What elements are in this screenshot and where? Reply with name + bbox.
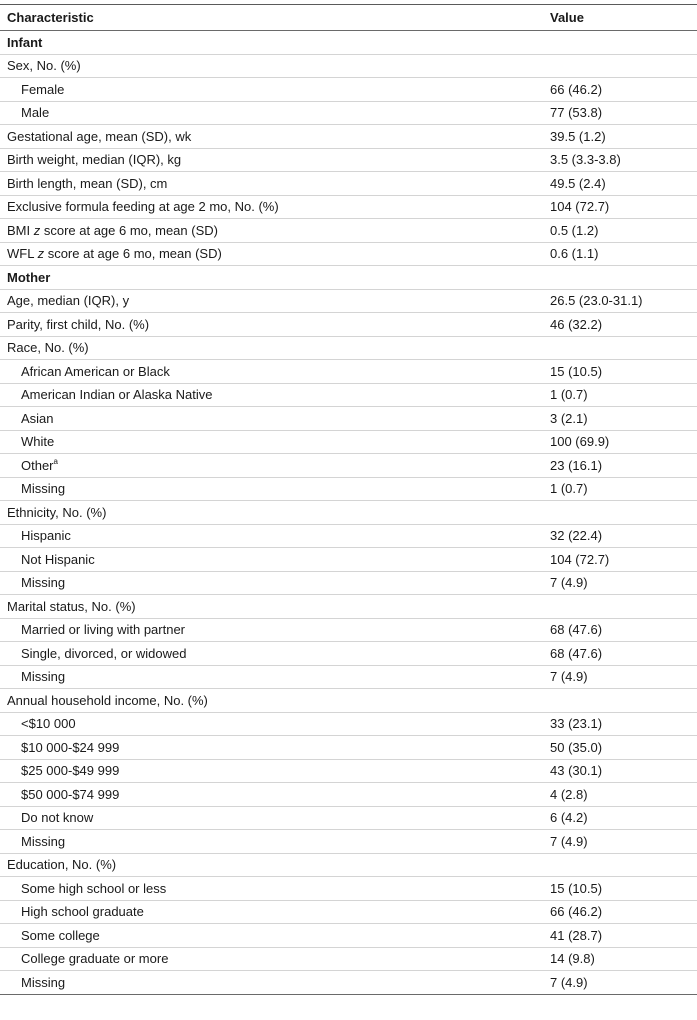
characteristic-cell — [0, 810, 550, 825]
label-text: Missing — [21, 481, 66, 497]
characteristic-cell — [0, 35, 550, 50]
category-row — [0, 595, 697, 619]
characteristic-cell — [0, 763, 550, 778]
label-text: WFL — [7, 246, 38, 262]
label-text: Some high school or less — [21, 880, 167, 896]
value-cell: 1 (0.7) — [550, 481, 588, 497]
table-row — [0, 384, 697, 408]
characteristic-cell — [0, 622, 550, 637]
label-text: Birth weight, median (IQR), kg — [7, 152, 182, 168]
category-row — [0, 149, 697, 173]
value-cell: 68 (47.6) — [550, 645, 603, 661]
characteristic-cell — [0, 928, 550, 943]
category-row — [0, 854, 697, 878]
label-text: Hispanic — [21, 528, 71, 544]
table-row — [0, 830, 697, 854]
characteristic-cell — [0, 387, 550, 402]
table-row — [0, 525, 697, 549]
characteristic-cell — [0, 834, 550, 849]
value-cell: 104 (72.7) — [550, 551, 610, 567]
table-row — [0, 478, 697, 502]
value-cell: 77 (53.8) — [550, 105, 603, 121]
label-text: White — [21, 434, 55, 450]
characteristic-cell — [0, 716, 550, 731]
table-row — [0, 807, 697, 831]
label-text: Age, median (IQR), y — [7, 293, 130, 309]
value-cell: 50 (35.0) — [550, 739, 603, 755]
table-row — [0, 642, 697, 666]
characteristic-cell — [0, 434, 550, 449]
label-text: American Indian or Alaska Native — [21, 387, 213, 403]
label-text: Other — [21, 457, 54, 473]
characteristics-table — [0, 4, 697, 995]
label-text: $10 000-$24 999 — [21, 739, 120, 755]
value-cell: 0.6 (1.1) — [550, 246, 599, 262]
characteristic-cell — [0, 505, 550, 520]
header-value: Value — [550, 10, 584, 25]
table-row — [0, 924, 697, 948]
label-text: Marital status, No. (%) — [7, 598, 136, 614]
label-text: Exclusive formula feeding at age 2 mo, No. (%) — [7, 199, 279, 215]
table-row — [0, 783, 697, 807]
characteristic-cell — [0, 105, 550, 120]
category-row — [0, 337, 697, 361]
value-cell: 66 (46.2) — [550, 904, 603, 920]
category-row — [0, 243, 697, 267]
label-text: African American or Black — [21, 363, 170, 379]
value-cell: 43 (30.1) — [550, 763, 603, 779]
label-text: BMI — [7, 222, 34, 238]
table-row — [0, 78, 697, 102]
value-cell: 7 (4.9) — [550, 974, 588, 990]
label-text: College graduate or more — [21, 951, 169, 967]
label-text: $50 000-$74 999 — [21, 786, 120, 802]
table-row — [0, 407, 697, 431]
label-text: Missing — [21, 669, 66, 685]
characteristic-cell — [0, 364, 550, 379]
value-cell: 0.5 (1.2) — [550, 222, 599, 238]
table-row — [0, 877, 697, 901]
characteristic-cell — [0, 458, 550, 473]
label-text: Annual household income, No. (%) — [7, 692, 208, 708]
label-text: Gestational age, mean (SD), wk — [7, 128, 192, 144]
label-italic: z — [33, 222, 41, 238]
category-row — [0, 219, 697, 243]
characteristic-cell — [0, 599, 550, 614]
label-text: Male — [21, 105, 50, 121]
label-text: score at age 6 mo, mean (SD) — [44, 246, 222, 262]
table-row — [0, 901, 697, 925]
label-text: Single, divorced, or widowed — [21, 645, 187, 661]
table-row — [0, 736, 697, 760]
table-row — [0, 360, 697, 384]
characteristic-cell — [0, 740, 550, 755]
characteristic-cell — [0, 881, 550, 896]
category-row — [0, 290, 697, 314]
label-text: <$10 000 — [21, 716, 76, 732]
table-row — [0, 572, 697, 596]
table-body — [0, 31, 697, 995]
label-italic: z — [37, 246, 45, 262]
category-row — [0, 313, 697, 337]
characteristic-cell — [0, 199, 550, 214]
section-row — [0, 266, 697, 290]
characteristic-cell — [0, 176, 550, 191]
label-text: Missing — [21, 974, 66, 990]
label-text: Not Hispanic — [21, 551, 95, 567]
label-text: Married or living with partner — [21, 622, 186, 638]
table-row — [0, 971, 697, 995]
label-text: Missing — [21, 833, 66, 849]
characteristic-cell — [0, 857, 550, 872]
characteristic-cell — [0, 246, 550, 261]
table-row — [0, 713, 697, 737]
characteristic-cell — [0, 270, 550, 285]
value-cell: 14 (9.8) — [550, 951, 595, 967]
value-cell: 7 (4.9) — [550, 669, 588, 685]
category-row — [0, 501, 697, 525]
characteristic-cell — [0, 152, 550, 167]
label-text: Sex, No. (%) — [7, 58, 81, 74]
label-text: Asian — [21, 410, 54, 426]
label-text: Do not know — [21, 810, 94, 826]
value-cell: 1 (0.7) — [550, 387, 588, 403]
label-text: Female — [21, 81, 65, 97]
value-cell: 32 (22.4) — [550, 528, 603, 544]
label-text: Education, No. (%) — [7, 857, 117, 873]
characteristic-cell — [0, 340, 550, 355]
category-row — [0, 55, 697, 79]
value-cell: 104 (72.7) — [550, 199, 610, 215]
value-cell: 46 (32.2) — [550, 316, 603, 332]
label-text: Ethnicity, No. (%) — [7, 504, 107, 520]
characteristic-cell — [0, 293, 550, 308]
value-cell: 3.5 (3.3-3.8) — [550, 152, 621, 168]
label-text: Infant — [7, 34, 43, 50]
characteristic-cell — [0, 129, 550, 144]
value-cell: 33 (23.1) — [550, 716, 603, 732]
label-text: Missing — [21, 575, 66, 591]
value-cell: 7 (4.9) — [550, 575, 588, 591]
category-row — [0, 196, 697, 220]
table-row — [0, 102, 697, 126]
footnote-marker: a — [53, 456, 58, 466]
table-row — [0, 760, 697, 784]
value-cell: 100 (69.9) — [550, 434, 610, 450]
table-row — [0, 548, 697, 572]
characteristic-cell — [0, 552, 550, 567]
characteristic-cell — [0, 223, 550, 238]
label-text: score at age 6 mo, mean (SD) — [40, 222, 218, 238]
characteristic-cell — [0, 951, 550, 966]
characteristic-cell — [0, 575, 550, 590]
characteristic-cell — [0, 646, 550, 661]
value-cell: 6 (4.2) — [550, 810, 588, 826]
value-cell: 41 (28.7) — [550, 927, 603, 943]
characteristic-cell — [0, 693, 550, 708]
label-text: High school graduate — [21, 904, 144, 920]
value-cell: 68 (47.6) — [550, 622, 603, 638]
characteristic-cell — [0, 481, 550, 496]
section-row — [0, 31, 697, 55]
characteristic-cell — [0, 317, 550, 332]
table-row — [0, 666, 697, 690]
label-text: Birth length, mean (SD), cm — [7, 175, 168, 191]
value-cell: 66 (46.2) — [550, 81, 603, 97]
table-header — [0, 5, 697, 31]
table-row — [0, 431, 697, 455]
label-text: Some college — [21, 927, 100, 943]
value-cell: 15 (10.5) — [550, 363, 603, 379]
value-cell: 15 (10.5) — [550, 880, 603, 896]
characteristic-cell — [0, 669, 550, 684]
characteristic-cell — [0, 82, 550, 97]
characteristic-cell — [0, 787, 550, 802]
value-cell: 4 (2.8) — [550, 786, 588, 802]
characteristic-cell — [0, 58, 550, 73]
characteristic-cell — [0, 975, 550, 990]
header-characteristic: Characteristic — [7, 10, 94, 25]
value-cell: 26.5 (23.0-31.1) — [550, 293, 643, 309]
category-row — [0, 125, 697, 149]
table-row — [0, 619, 697, 643]
table-row — [0, 454, 697, 478]
label-text: Mother — [7, 269, 51, 285]
label-text: Parity, first child, No. (%) — [7, 316, 150, 332]
characteristic-cell — [0, 411, 550, 426]
category-row — [0, 689, 697, 713]
table-row — [0, 948, 697, 972]
value-cell: 7 (4.9) — [550, 833, 588, 849]
value-cell: 23 (16.1) — [550, 457, 603, 473]
label-text: Race, No. (%) — [7, 340, 89, 356]
value-cell: 39.5 (1.2) — [550, 128, 606, 144]
value-cell: 49.5 (2.4) — [550, 175, 606, 191]
label-text: $25 000-$49 999 — [21, 763, 120, 779]
value-cell: 3 (2.1) — [550, 410, 588, 426]
characteristic-cell — [0, 528, 550, 543]
category-row — [0, 172, 697, 196]
characteristic-cell — [0, 904, 550, 919]
